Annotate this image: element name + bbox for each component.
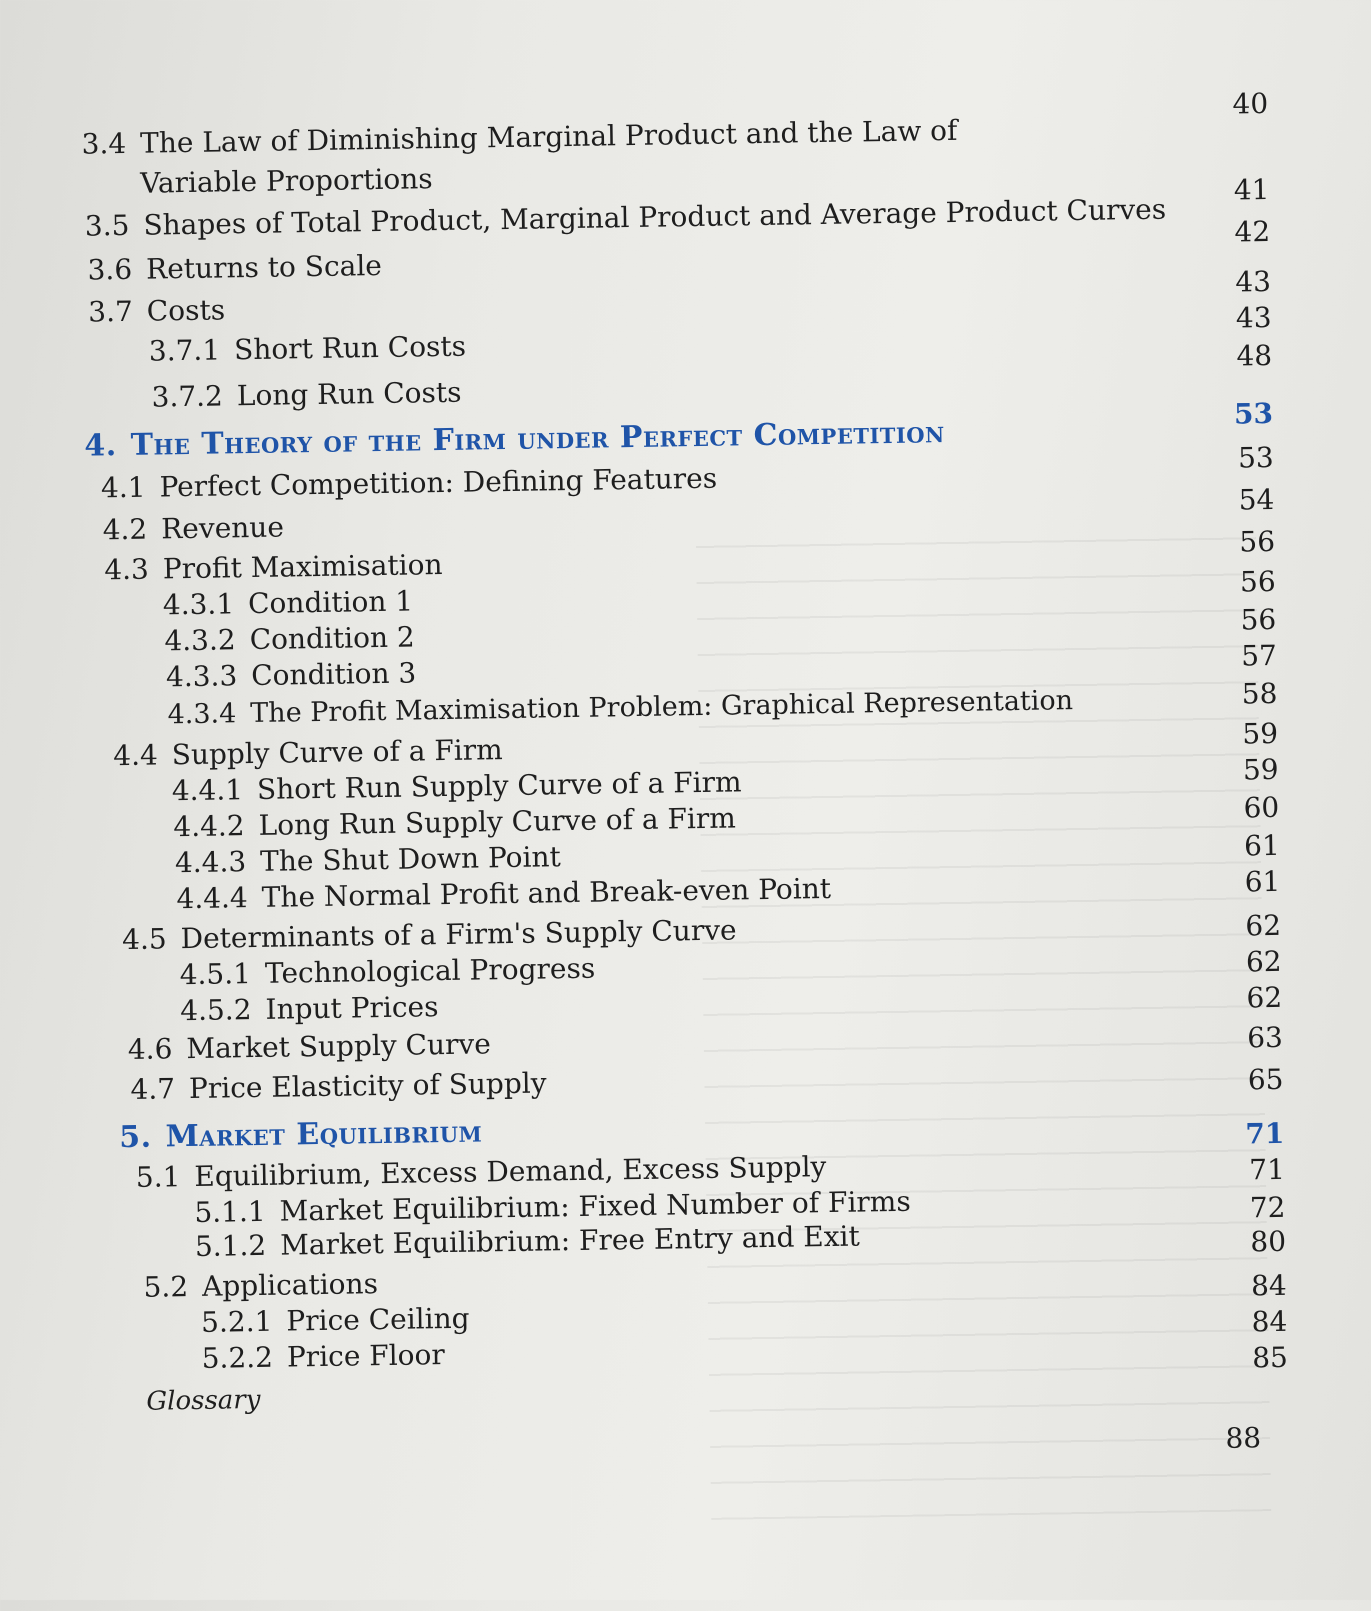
toc-page-number: 53	[1233, 396, 1274, 431]
toc-page-number: 56	[1239, 564, 1276, 599]
toc-number: 5.1.1	[194, 1194, 266, 1229]
toc-title-text: Technological Progress	[264, 951, 596, 990]
toc-title-text: Supply Curve of a Firm	[171, 733, 503, 772]
toc-title-text: Applications	[201, 1267, 379, 1303]
toc-title-text: Costs	[146, 293, 226, 328]
toc-title-text: Shapes of Total Product, Marginal Product and Average Product Curves	[143, 192, 1167, 242]
toc-number: 4.6	[127, 1032, 173, 1067]
toc-title-text: Condition 2	[249, 620, 415, 657]
toc-title	[81, 114, 957, 162]
toc-page-number: 48	[1236, 338, 1273, 373]
toc-title-text: The Normal Profit and Break-even Point	[261, 871, 832, 914]
toc-number: 4.3	[104, 552, 150, 587]
toc-page-number: 60	[1243, 790, 1280, 825]
toc-title-text: Condition 1	[247, 584, 414, 621]
toc-page-number: 53	[1237, 440, 1274, 475]
toc-number: 4.1	[100, 470, 146, 505]
toc-number: 4.3.4	[167, 698, 237, 731]
toc-page-number: 41	[1233, 172, 1270, 207]
toc-page-number: 71	[1245, 1116, 1285, 1151]
toc-title-text: Market Equilibrium: Free Entry and Exit	[279, 1219, 860, 1262]
toc-title-text: Perfect Competition: Defining Features	[159, 461, 718, 504]
toc-page-number: 42	[1234, 214, 1271, 249]
toc-page-number: 61	[1243, 828, 1281, 863]
toc-page-number: 43	[1235, 300, 1272, 335]
toc-title-text: Determinants of a Firm's Supply Curve	[180, 913, 737, 956]
toc-number: 5.1	[135, 1160, 181, 1194]
glossary-label: Glossary	[146, 1384, 261, 1417]
toc-number: 5.	[118, 1119, 152, 1156]
toc-page-number: 57	[1240, 638, 1278, 673]
toc-page-number: 56	[1239, 524, 1276, 559]
toc-number: 4.4.2	[173, 809, 245, 844]
toc-title-text: Price Ceiling	[286, 1301, 470, 1338]
toc-number: 4.	[84, 428, 117, 464]
toc-number: 3.4	[81, 126, 127, 161]
toc-title-text: Profit Maximisation	[162, 548, 443, 586]
toc-title-text: Long Run Supply Curve of a Firm	[258, 801, 737, 842]
toc-number: 3.7.2	[151, 379, 224, 414]
glossary-page-number: 88	[1225, 1421, 1262, 1455]
toc-number: 5.2.2	[201, 1340, 274, 1375]
toc-number: 4.2	[102, 512, 148, 547]
toc-page-number: 56	[1240, 602, 1277, 637]
toc-number: 4.5.2	[179, 993, 252, 1028]
toc-number: 3.7	[88, 294, 134, 329]
toc-number: 4.7	[130, 1072, 176, 1106]
toc-page-number: 40	[1232, 86, 1269, 121]
toc-title-continuation: Variable Proportions	[139, 162, 433, 200]
toc-number: 3.5	[84, 208, 130, 243]
toc-page-number: 65	[1247, 1062, 1284, 1097]
toc-page-number: 54	[1238, 482, 1275, 517]
toc-page-number: 62	[1246, 980, 1283, 1015]
toc-title-text: Price Elasticity of Supply	[188, 1066, 547, 1106]
toc-number: 4.4	[112, 738, 159, 773]
toc-title-text: Market Equilibrium: Fixed Number of Firms	[279, 1184, 911, 1228]
toc-title-text: Returns to Scale	[145, 248, 383, 286]
toc-page-number: 80	[1250, 1224, 1287, 1259]
toc-title-text: Price Floor	[286, 1338, 446, 1374]
toc-title-text: Condition 3	[250, 656, 417, 693]
toc-number: 4.3.2	[164, 623, 236, 658]
toc-page-number: 85	[1251, 1340, 1289, 1375]
toc-number: 4.4.3	[174, 845, 247, 880]
toc-title-text: Equilibrium, Excess Demand, Excess Supply	[194, 1150, 827, 1193]
toc-title-text: Short Run Costs	[233, 329, 467, 367]
toc-page-number: 84	[1250, 1268, 1287, 1303]
toc-page-number: 84	[1251, 1304, 1288, 1339]
toc-title-text: Revenue	[160, 510, 285, 546]
toc-title-text: The Law of Diminishing Marginal Product and the Law of	[139, 113, 958, 160]
toc-title-text: The Profit Maximisation Problem: Graphical Representation	[250, 685, 1074, 730]
toc-number: 3.7.1	[148, 333, 221, 368]
toc-page-number: 63	[1246, 1020, 1284, 1055]
toc-number: 5.2.1	[200, 1304, 273, 1339]
toc-title-text: Long Run Costs	[236, 375, 462, 413]
toc-number: 4.3.1	[162, 587, 235, 622]
toc-number: 5.2	[143, 1270, 189, 1304]
chapter-title: Market Equilibrium	[165, 1114, 483, 1155]
toc-number: 4.5	[121, 922, 167, 957]
toc-page-number: 58	[1241, 676, 1278, 711]
toc-number: 3.6	[87, 252, 133, 287]
toc-page-number: 61	[1244, 864, 1281, 899]
toc-title-text: The Shut Down Point	[259, 840, 561, 878]
chapter-title: The Theory of the Firm under Perfect Competition	[130, 415, 945, 463]
toc-page-number: 62	[1245, 908, 1282, 943]
toc-title-text: Input Prices	[265, 990, 439, 1026]
toc-number: 5.1.2	[194, 1228, 267, 1263]
toc-page-number: 62	[1245, 944, 1282, 979]
toc-number: 4.4.4	[176, 881, 248, 916]
toc-page-number: 71	[1248, 1152, 1286, 1187]
toc-title-text: Market Supply Curve	[186, 1027, 492, 1066]
toc-title-text: Short Run Supply Curve of a Firm	[256, 765, 742, 806]
toc-page-number: 59	[1242, 716, 1279, 751]
toc-number: 4.5.1	[179, 957, 252, 992]
toc-page-number: 72	[1249, 1190, 1286, 1225]
toc-page-number: 43	[1235, 264, 1272, 299]
toc-number: 4.3.3	[165, 659, 238, 694]
toc-page-number: 59	[1242, 752, 1279, 787]
toc-number: 4.4.1	[171, 773, 244, 808]
